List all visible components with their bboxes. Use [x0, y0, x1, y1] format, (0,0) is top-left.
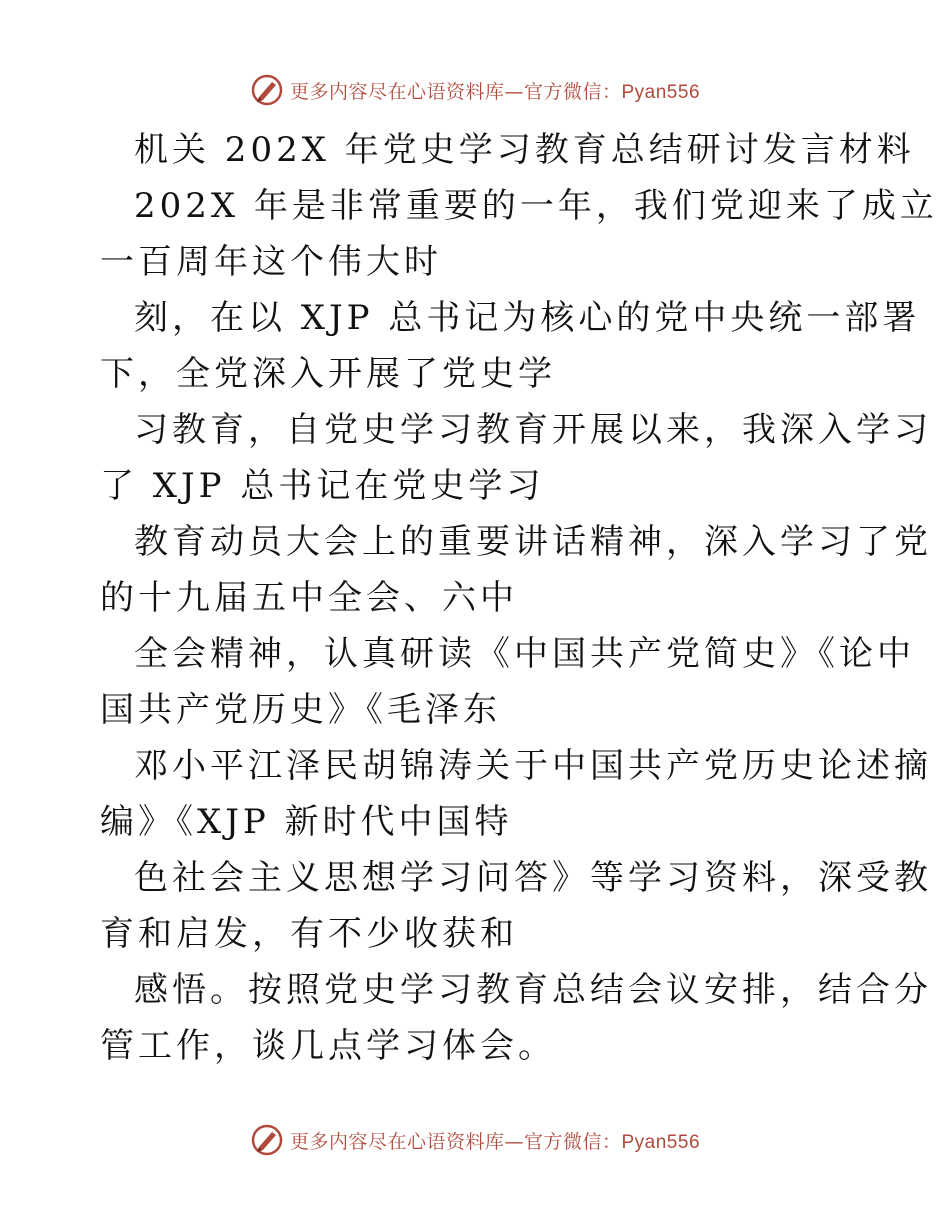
header-watermark: [0, 70, 950, 110]
text-line: 色社会主义思想学习问答》等学习资料，深受教: [134, 858, 932, 898]
text-line: 教育动员大会上的重要讲话精神，深入学习了党: [134, 522, 932, 562]
watermark-handle: Pyan556: [621, 1131, 701, 1153]
watermark-separator: —: [504, 1130, 524, 1153]
document-title: 机关 202X 年党史学习教育总结研讨发言材料: [134, 130, 915, 170]
watermark-handle: Pyan556: [621, 81, 701, 103]
text-line: 习教育，自党史学习教育开展以来，我深入学习: [134, 410, 932, 450]
document-body: [100, 122, 938, 1074]
seal-pen-icon: [250, 1123, 284, 1157]
text-line: 下，全党深入开展了党史学: [100, 354, 556, 394]
watermark-text: [290, 77, 700, 104]
text-line: 育和启发，有不少收获和: [100, 914, 518, 954]
text-line: 了 XJP 总书记在党史学习: [100, 466, 545, 506]
text-line: 一百周年这个伟大时: [100, 242, 442, 282]
text-line: 感悟。按照党史学习教育总结会议安排，结合分: [134, 970, 932, 1010]
text-line: 刻，在以 XJP 总书记为核心的党中央统一部署: [134, 298, 921, 338]
text-line: 编》《XJP 新时代中国特: [100, 802, 513, 842]
seal-pen-icon: [250, 73, 284, 107]
watermark-brand: 更多内容尽在心语资料库: [289, 1130, 505, 1153]
watermark-brand: 更多内容尽在心语资料库: [289, 80, 505, 103]
text-line: 202X 年是非常重要的一年，我们党迎来了成立: [134, 186, 938, 226]
text-line: 邓小平江泽民胡锦涛关于中国共产党历史论述摘: [134, 746, 932, 786]
text-line: 全会精神，认真研读《中国共产党简史》《论中: [134, 634, 915, 674]
text-line: 国共产党历史》《毛泽东: [100, 690, 501, 730]
footer-watermark: [0, 1120, 950, 1160]
watermark-label: 官方微信：: [523, 80, 622, 103]
watermark-label: 官方微信：: [523, 1130, 622, 1153]
watermark-separator: —: [504, 80, 524, 103]
watermark-text: [290, 1127, 700, 1154]
text-line: 的十九届五中全会、六中: [100, 578, 518, 618]
text-line: 管工作，谈几点学习体会。: [100, 1026, 556, 1066]
